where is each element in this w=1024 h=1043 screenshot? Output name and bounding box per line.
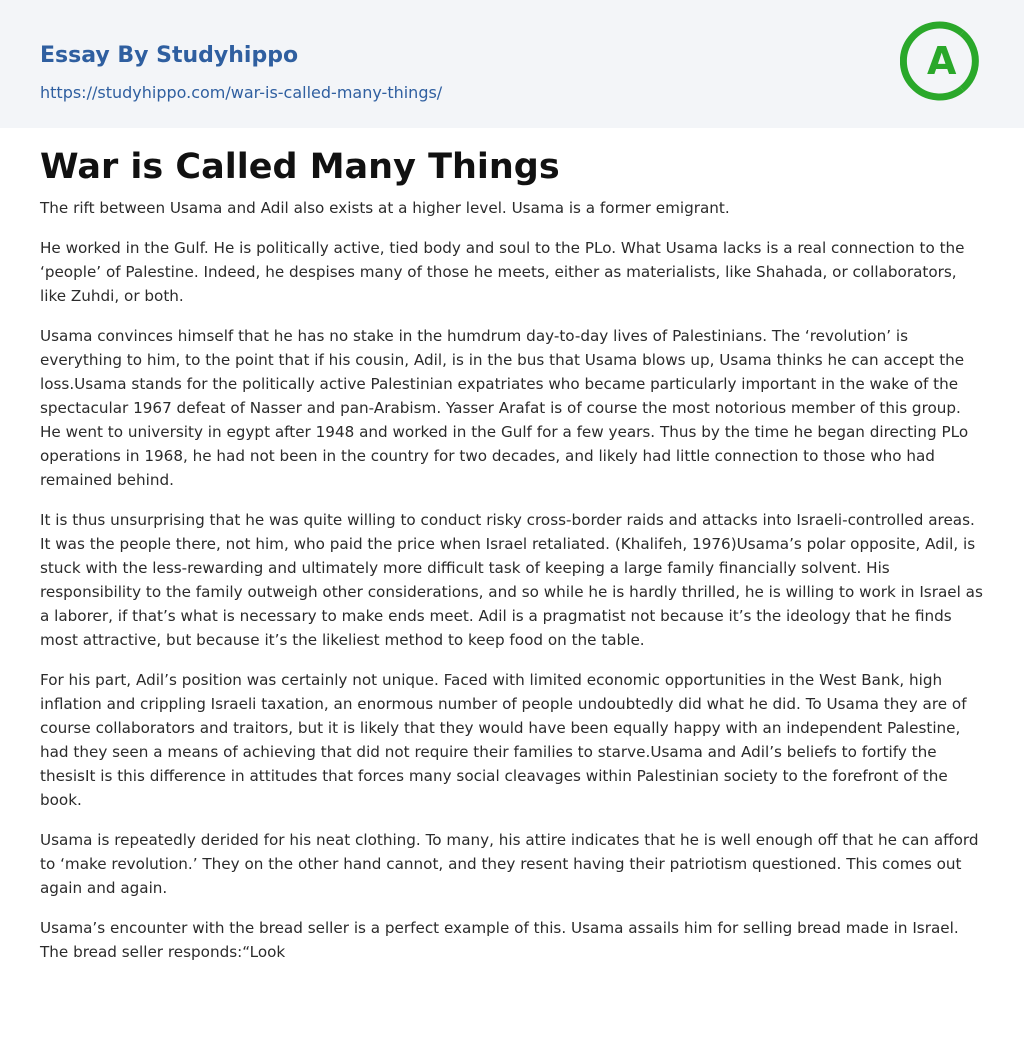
svg-text:A: A <box>927 39 957 83</box>
article-paragraph: He worked in the Gulf. He is politically active, tied body and soul to the PLo. What Usama lacks is a real connection to the ‘people’ of Palestine. Indeed, he despises many of those he meets, either as materialists, like Shahada, or collaborators, like Zuhdi, or both. <box>40 239 965 305</box>
article-paragraph: Usama’s encounter with the bread seller is a perfect example of this. Usama assails him for selling bread made in Israel. The bread seller responds:“Look <box>40 919 959 961</box>
article-body <box>0 128 1024 964</box>
article-title: War is Called Many Things <box>40 147 560 187</box>
article-paragraph: Usama is repeatedly derided for his neat clothing. To many, his attire indicates that he is well enough off that he can afford to ‘make revolution.’ They on the other hand cannot, and they resent having their patriotism questioned. This comes out again and again. <box>40 831 979 897</box>
site-header <box>0 0 1024 128</box>
studyhippo-logo-icon <box>900 19 984 103</box>
article-paragraph: It is thus unsurprising that he was quite willing to conduct risky cross-border raids and attacks into Israeli-controlled areas. It was the people there, not him, who paid the price when Israel retaliated. (Khalifeh, 1976)Usama’s polar opposite, Adil, is stuck with the less-rewarding and ultimately more difficult task of keeping a large family financially solvent. His responsibility to the family outweigh other considerations, and so while he is hardly thrilled, he is willing to work in Israel as a laborer, if that’s what is necessary to make ends meet. Adil is a pragmatist not because it’s the ideology that he finds most attractive, but because it’s the likeliest method to keep food on the table. <box>40 511 983 649</box>
article-paragraph: Usama convinces himself that he has no stake in the humdrum day-to-day lives of Palestinians. The ‘revolution’ is everything to him, to the point that if his cousin, Adil, is in the bus that Usama blows up, Usama thinks he can accept the loss.Usama stands for the politically active Palestinian expatriates who became particularly important in the wake of the spectacular 1967 defeat of Nasser and pan-Arabism. Yasser Arafat is of course the most notorious member of this group. He went to university in egypt after 1948 and worked in the Gulf for a few years. Thus by the time he began directing PLo operations in 1968, he had not been in the country for two decades, and likely had little connection to those who had remained behind. <box>40 327 969 489</box>
site-brand: Essay By Studyhippo <box>40 43 299 68</box>
source-url-link[interactable]: https://studyhippo.com/war-is-called-many-things/ <box>40 83 443 102</box>
article-paragraph: For his part, Adil’s position was certainly not unique. Faced with limited economic opportunities in the West Bank, high inflation and crippling Israeli taxation, an enormous number of people undoubtedly did what he did. To Usama they are of course collaborators and traitors, but it is likely that they would have been equally happy with an independent Palestine, had they seen a means of achieving that did not require their families to starve.Usama and Adil’s beliefs to fortify the thesisIt is this difference in attitudes that forces many social cleavages within Palestinian society to the forefront of the book. <box>40 671 967 809</box>
article-paragraph: The rift between Usama and Adil also exists at a higher level. Usama is a former emigrant. <box>40 199 730 217</box>
